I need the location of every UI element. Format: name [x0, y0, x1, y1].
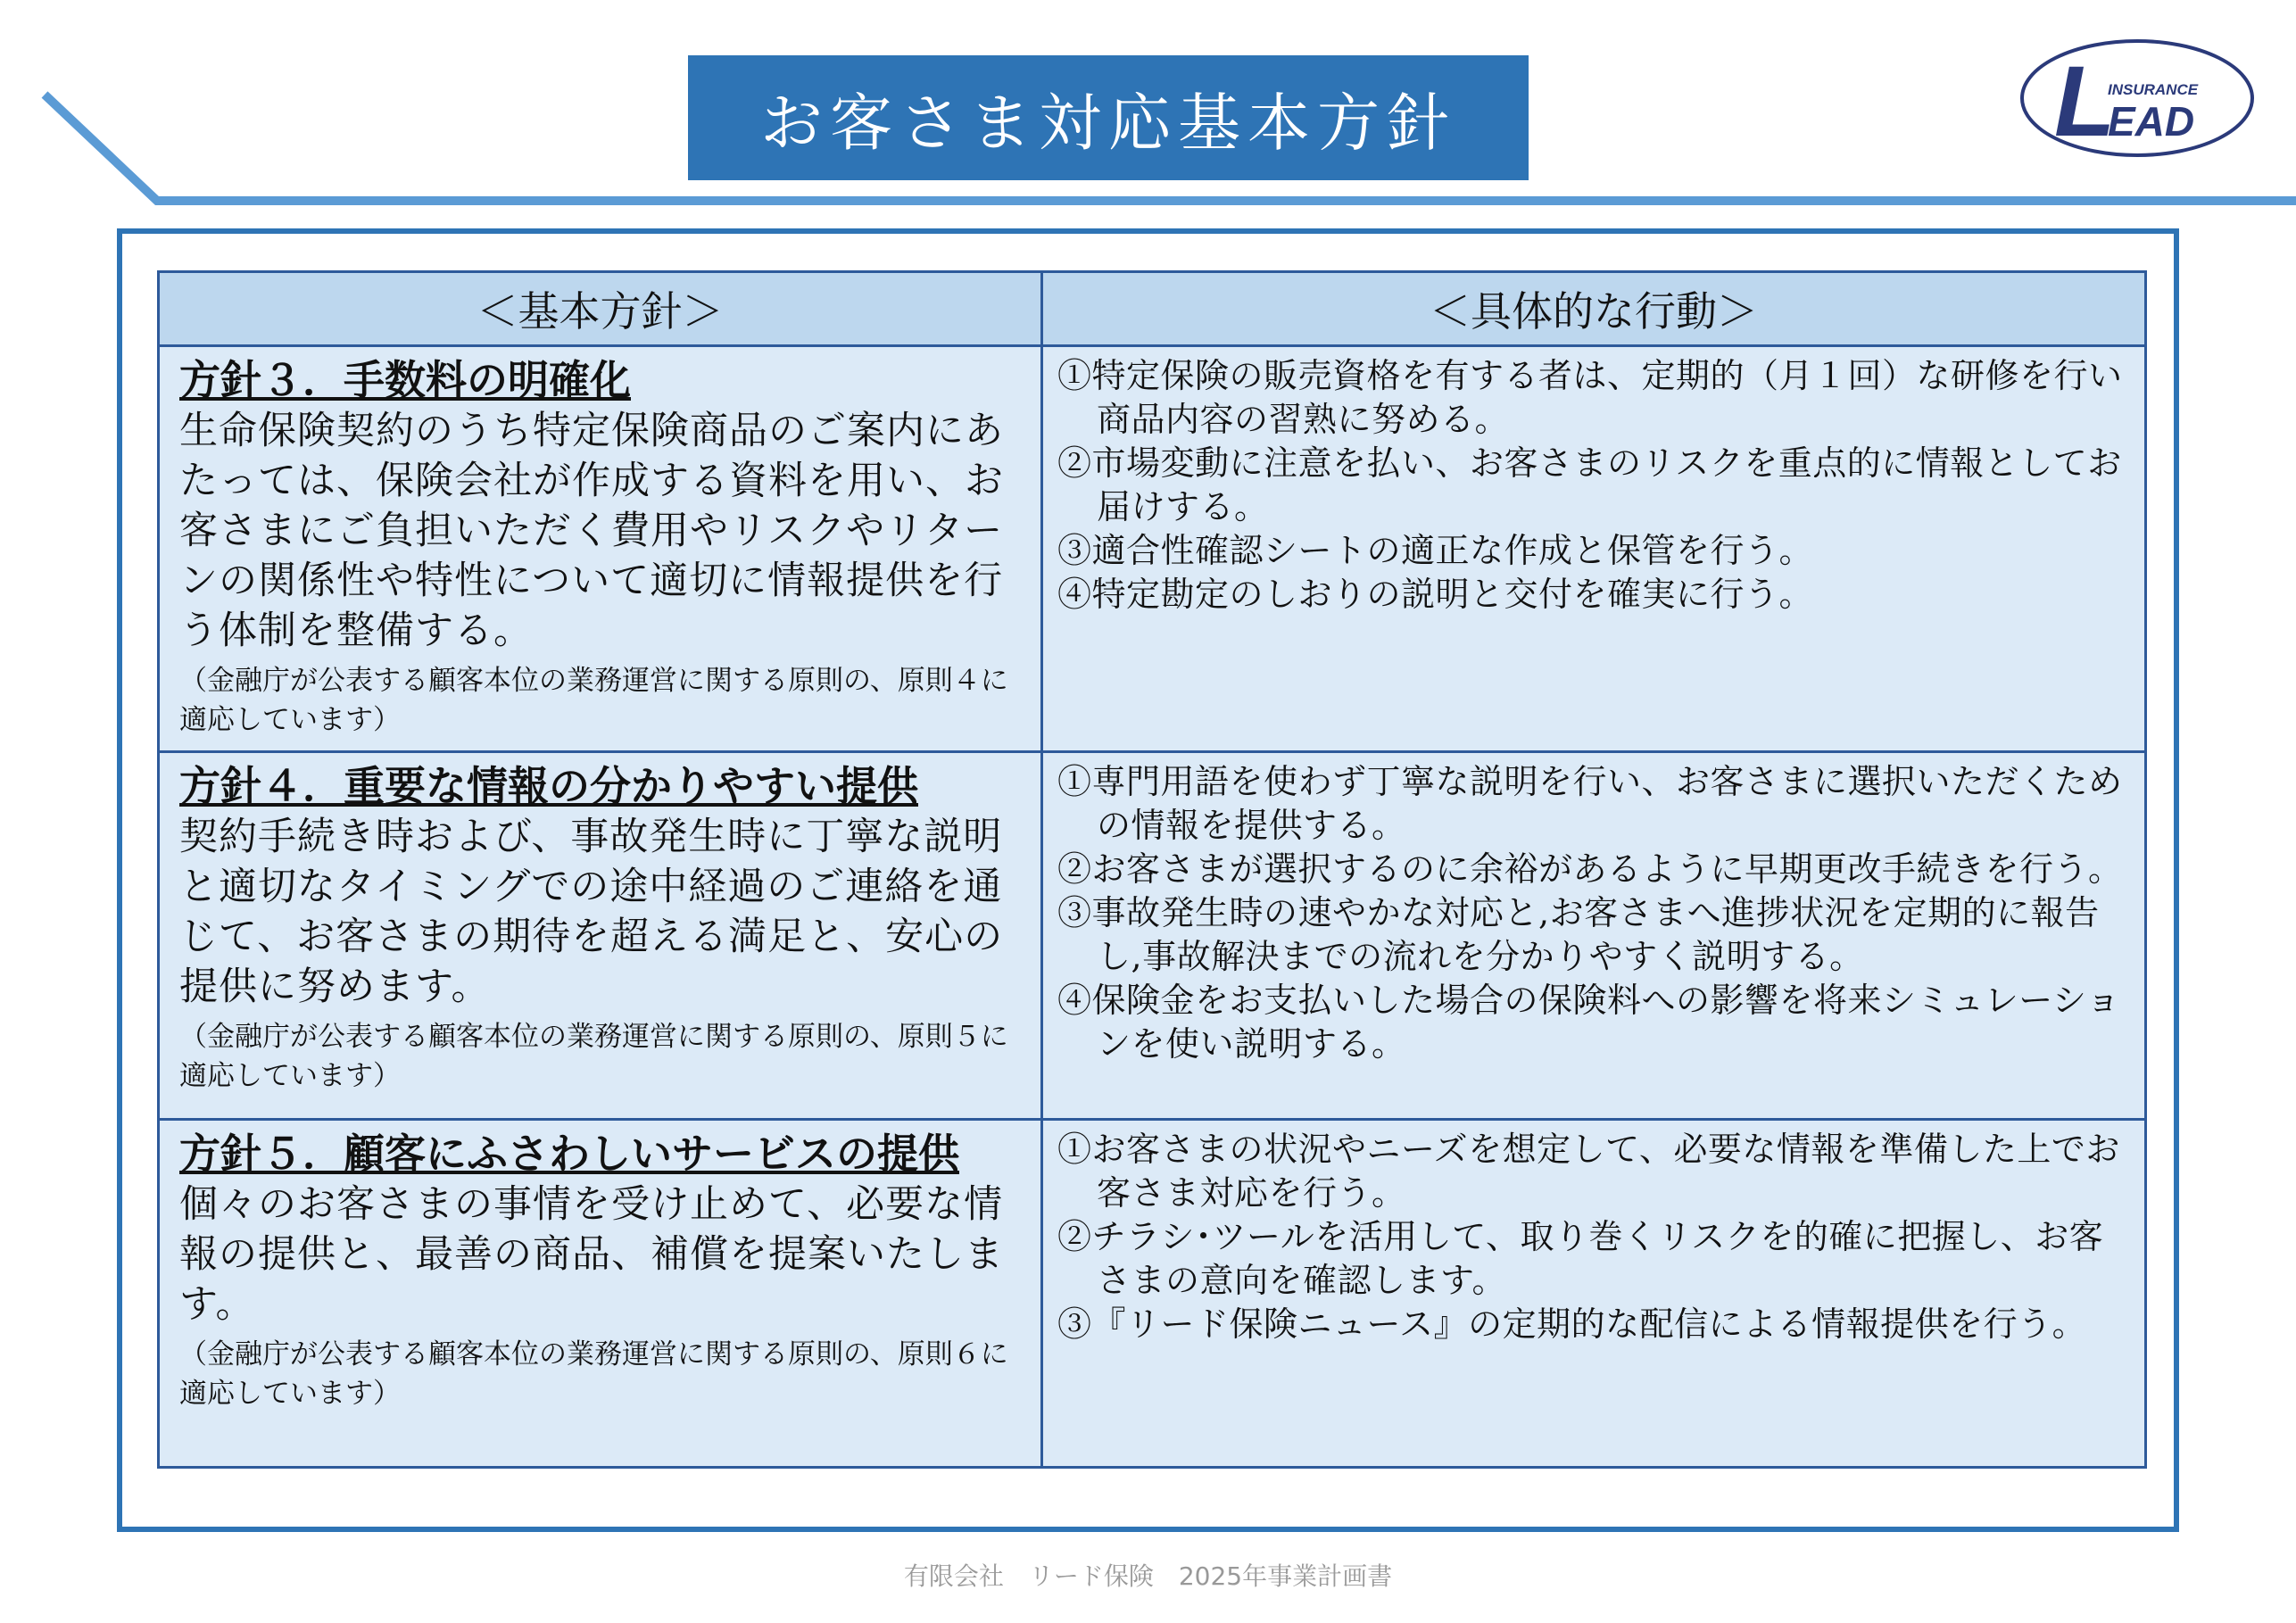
policy-cell [159, 752, 1042, 1120]
policy-note: （金融庁が公表する顧客本位の業務運営に関する原則の、原則５に適応しています） [179, 1021, 1008, 1092]
action-item: ①お客さまの状況やニーズを想定して、必要な情報を準備した上でお客さま対応を行う。 [1057, 1130, 2120, 1213]
header-specific-actions: ＜具体的な行動＞ [1042, 272, 2146, 346]
table-row [159, 346, 2146, 752]
footer-text: 有限会社 リード保険 2025年事業計画書 [903, 1561, 1393, 1591]
policy-note: （金融庁が公表する顧客本位の業務運営に関する原則の、原則４に適応しています） [179, 665, 1008, 736]
policy-cell [159, 1120, 1042, 1468]
action-item: ④特定勘定のしおりの説明と交付を確実に行う。 [1057, 575, 1814, 614]
action-item: ②チラシ･ツールを活用して、取り巻くリスクを的確に把握し、お客さまの意向を確認します。 [1057, 1217, 2104, 1300]
action-item: ②市場変動に注意を払い、お客さまのリスクを重点的に情報としてお届けする。 [1057, 443, 2122, 526]
page-title: お客さま対応基本方針 [688, 55, 1529, 180]
action-item: ③適合性確認シートの適正な作成と保管を行う。 [1057, 531, 1814, 570]
policy-body: 生命保険契約のうち特定保険商品のご案内にあたっては、保険会社が作成する資料を用い、お客さまにご負担いただく費用やリスクやリターンの関係性や特性について適切に情報提供を行う体制を整備する。 [179, 409, 1004, 653]
policy-note: （金融庁が公表する顧客本位の業務運営に関する原則の、原則６に適応しています） [179, 1338, 1008, 1410]
actions-cell [1042, 346, 2146, 752]
table-row [159, 752, 2146, 1120]
action-item: ③『リード保険ニュース』の定期的な配信による情報提供を行う。 [1057, 1304, 2087, 1344]
policy-body: 個々のお客さまの事情を受け止めて、必要な情報の提供と、最善の商品、補償を提案いたします。 [179, 1182, 1004, 1327]
action-item: ①特定保険の販売資格を有する者は、定期的（月１回）な研修を行い商品内容の習熟に努める。 [1057, 356, 2123, 439]
actions-cell [1042, 752, 2146, 1120]
logo-insurance-text: INSURANCE [2108, 81, 2199, 98]
action-item: ④保険金をお支払いした場合の保険料への影響を将来シミュレーションを使い説明する。 [1057, 981, 2121, 1064]
policy-cell [159, 346, 1042, 752]
table-header-row [159, 272, 2146, 346]
policy-body: 契約手続き時および、事故発生時に丁寧な説明と適切なタイミングでの途中経過のご連絡を通じて、お客さまの期待を超える満足と、安心の提供に努めます。 [179, 815, 1004, 1009]
policy-title: 方針４．重要な情報の分かりやすい提供 [179, 762, 918, 810]
action-item: ②お客さまが選択するのに余裕があるように早期更改手続きを行う。 [1057, 849, 2123, 889]
lead-insurance-logo [2018, 36, 2256, 161]
action-item: ③事故発生時の速やかな対応と,お客さまへ進捗状況を定期的に報告し,事故解決までの流れを分かりやすく説明する。 [1057, 893, 2100, 976]
actions-cell [1042, 1120, 2146, 1468]
policy-title: 方針５．顧客にふさわしいサービスの提供 [179, 1130, 959, 1178]
header-basic-policy: ＜基本方針＞ [159, 272, 1042, 346]
policy-table [157, 270, 2147, 1469]
policy-title: 方針３．手数料の明確化 [179, 356, 631, 404]
logo-ead-text: EAD [2108, 98, 2195, 145]
action-item: ①専門用語を使わず丁寧な説明を行い、お客さまに選択いただくための情報を提供する。 [1057, 762, 2123, 845]
table-row [159, 1120, 2146, 1468]
logo-letter: L [2054, 46, 2116, 157]
